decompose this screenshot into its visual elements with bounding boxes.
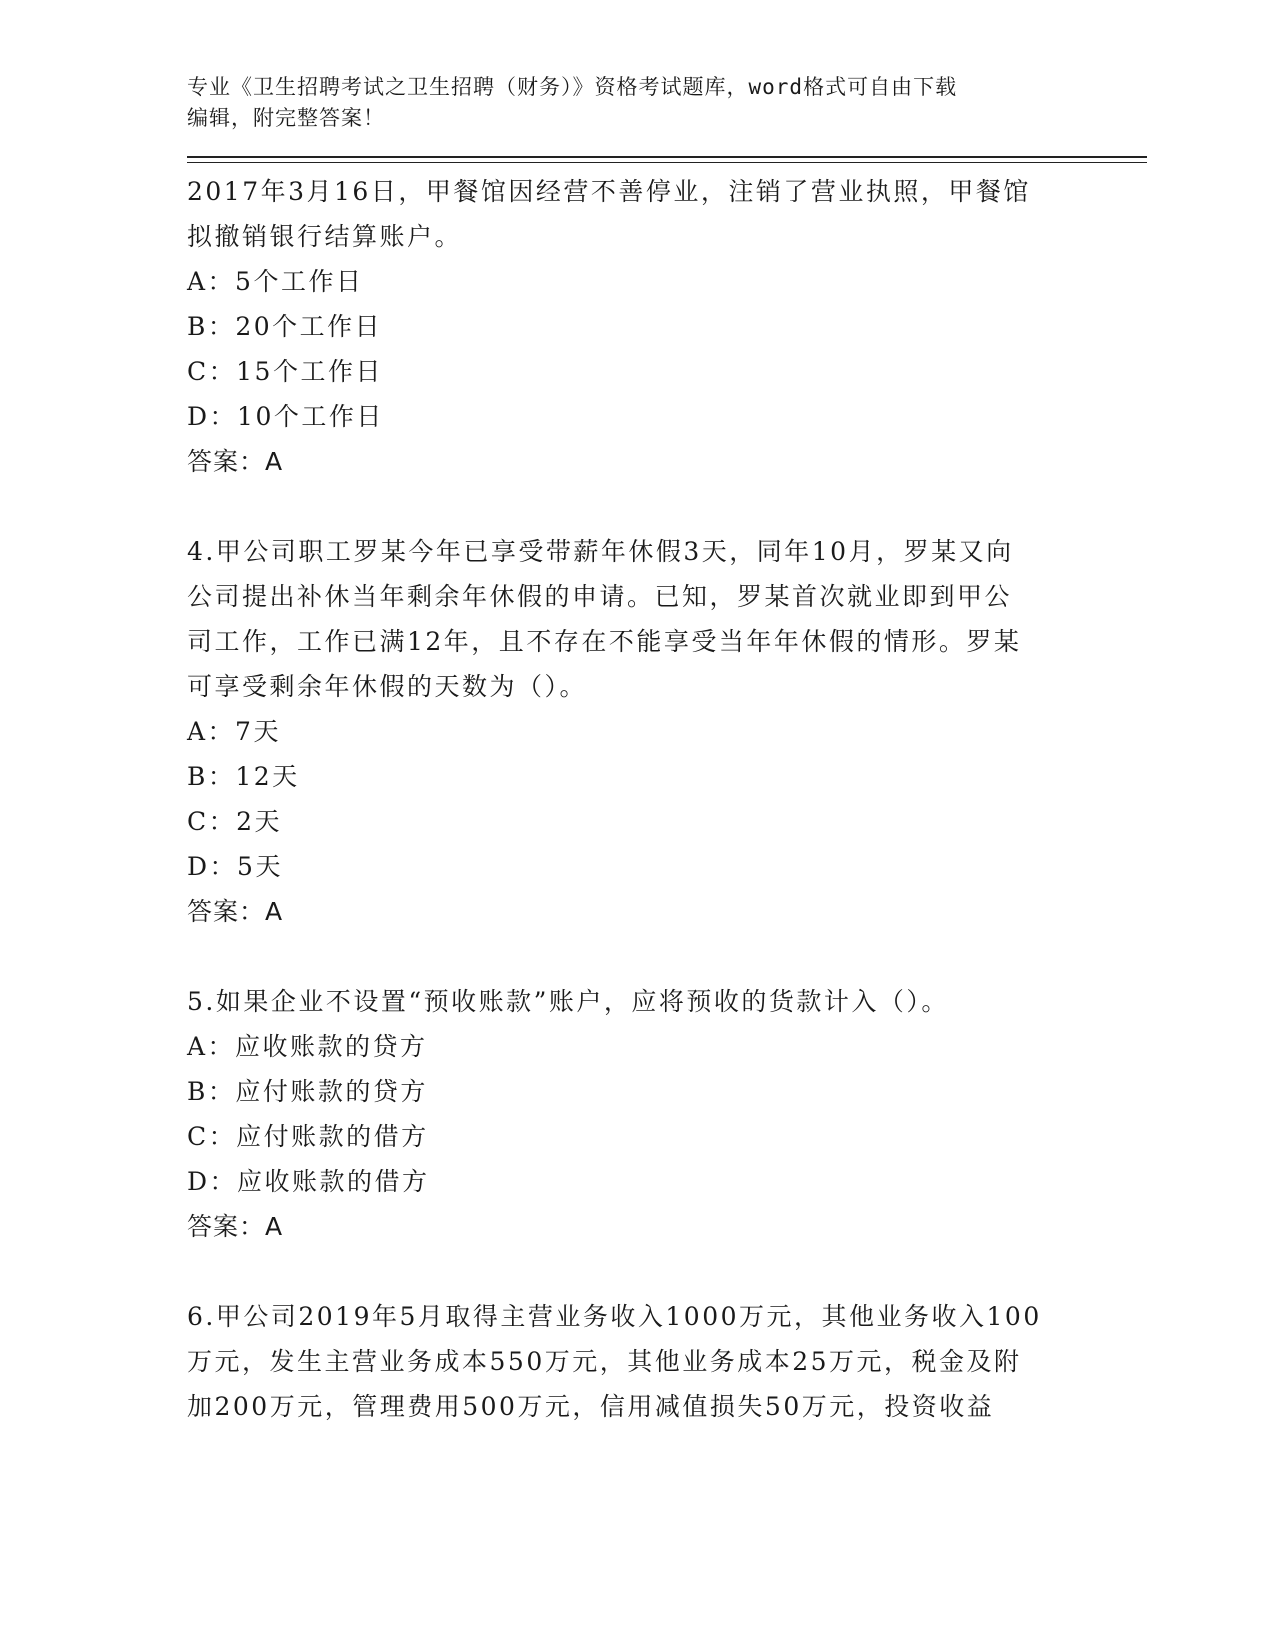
option-d: D：10个工作日 (187, 402, 384, 431)
question-stem (187, 979, 1087, 1024)
stem-line: 拟撤销银行结算账户。 (187, 222, 463, 251)
divider-thin (187, 162, 1147, 163)
spacer (187, 934, 1147, 979)
header-divider (187, 156, 1147, 163)
option-a: A：5个工作日 (187, 267, 364, 296)
option-d: D：5天 (187, 852, 283, 881)
stem-line: 4.甲公司职工罗某今年已享受带薪年休假3天，同年10月，罗某又向 (187, 537, 1014, 566)
spacer (187, 1249, 1147, 1294)
option-c: C：15个工作日 (187, 357, 383, 386)
spacer (187, 484, 1147, 529)
option-c: C：2天 (187, 807, 283, 836)
header-line-2: 编辑，附完整答案！ (187, 106, 385, 130)
stem-line: 司工作，工作已满12年，且不存在不能享受当年年休假的情形。罗某 (187, 627, 1022, 656)
stem-line: 万元，发生主营业务成本550万元，其他业务成本25万元，税金及附 (187, 1347, 1022, 1376)
option-c: C：应付账款的借方 (187, 1122, 429, 1151)
answer: 答案：A (187, 1212, 284, 1241)
option-b: B：应付账款的贷方 (187, 1077, 428, 1106)
document-header (187, 72, 1067, 134)
option-b: B：20个工作日 (187, 312, 383, 341)
stem-line: 2017年3月16日，甲餐馆因经营不善停业，注销了营业执照，甲餐馆 (187, 177, 1031, 206)
document-page (187, 72, 1147, 1429)
question-5 (187, 979, 1147, 1249)
option-a: A：7天 (187, 717, 281, 746)
question-6 (187, 1294, 1147, 1429)
question-4 (187, 529, 1147, 934)
answer: 答案：A (187, 897, 284, 926)
option-a: A：应收账款的贷方 (187, 1032, 428, 1061)
header-line-1: 专业《卫生招聘考试之卫生招聘（财务）》资格考试题库，word格式可自由下载 (187, 75, 958, 99)
option-d: D：应收账款的借方 (187, 1167, 430, 1196)
stem-line: 加200万元，管理费用500万元，信用减值损失50万元，投资收益 (187, 1392, 995, 1421)
option-b: B：12天 (187, 762, 300, 791)
question-3 (187, 169, 1147, 484)
questions (187, 169, 1147, 1429)
stem-line: 5.如果企业不设置“预收账款”账户，应将预收的货款计入（）。 (187, 987, 949, 1016)
stem-line: 公司提出补休当年剩余年休假的申请。已知，罗某首次就业即到甲公 (187, 582, 1013, 611)
stem-line: 可享受剩余年休假的天数为（）。 (187, 672, 588, 701)
question-stem (187, 529, 1087, 709)
divider-thick (187, 156, 1147, 158)
question-stem (187, 169, 1087, 259)
question-stem (187, 1294, 1087, 1429)
stem-line: 6.甲公司2019年5月取得主营业务收入1000万元，其他业务收入100 (187, 1302, 1042, 1331)
answer: 答案：A (187, 447, 284, 476)
